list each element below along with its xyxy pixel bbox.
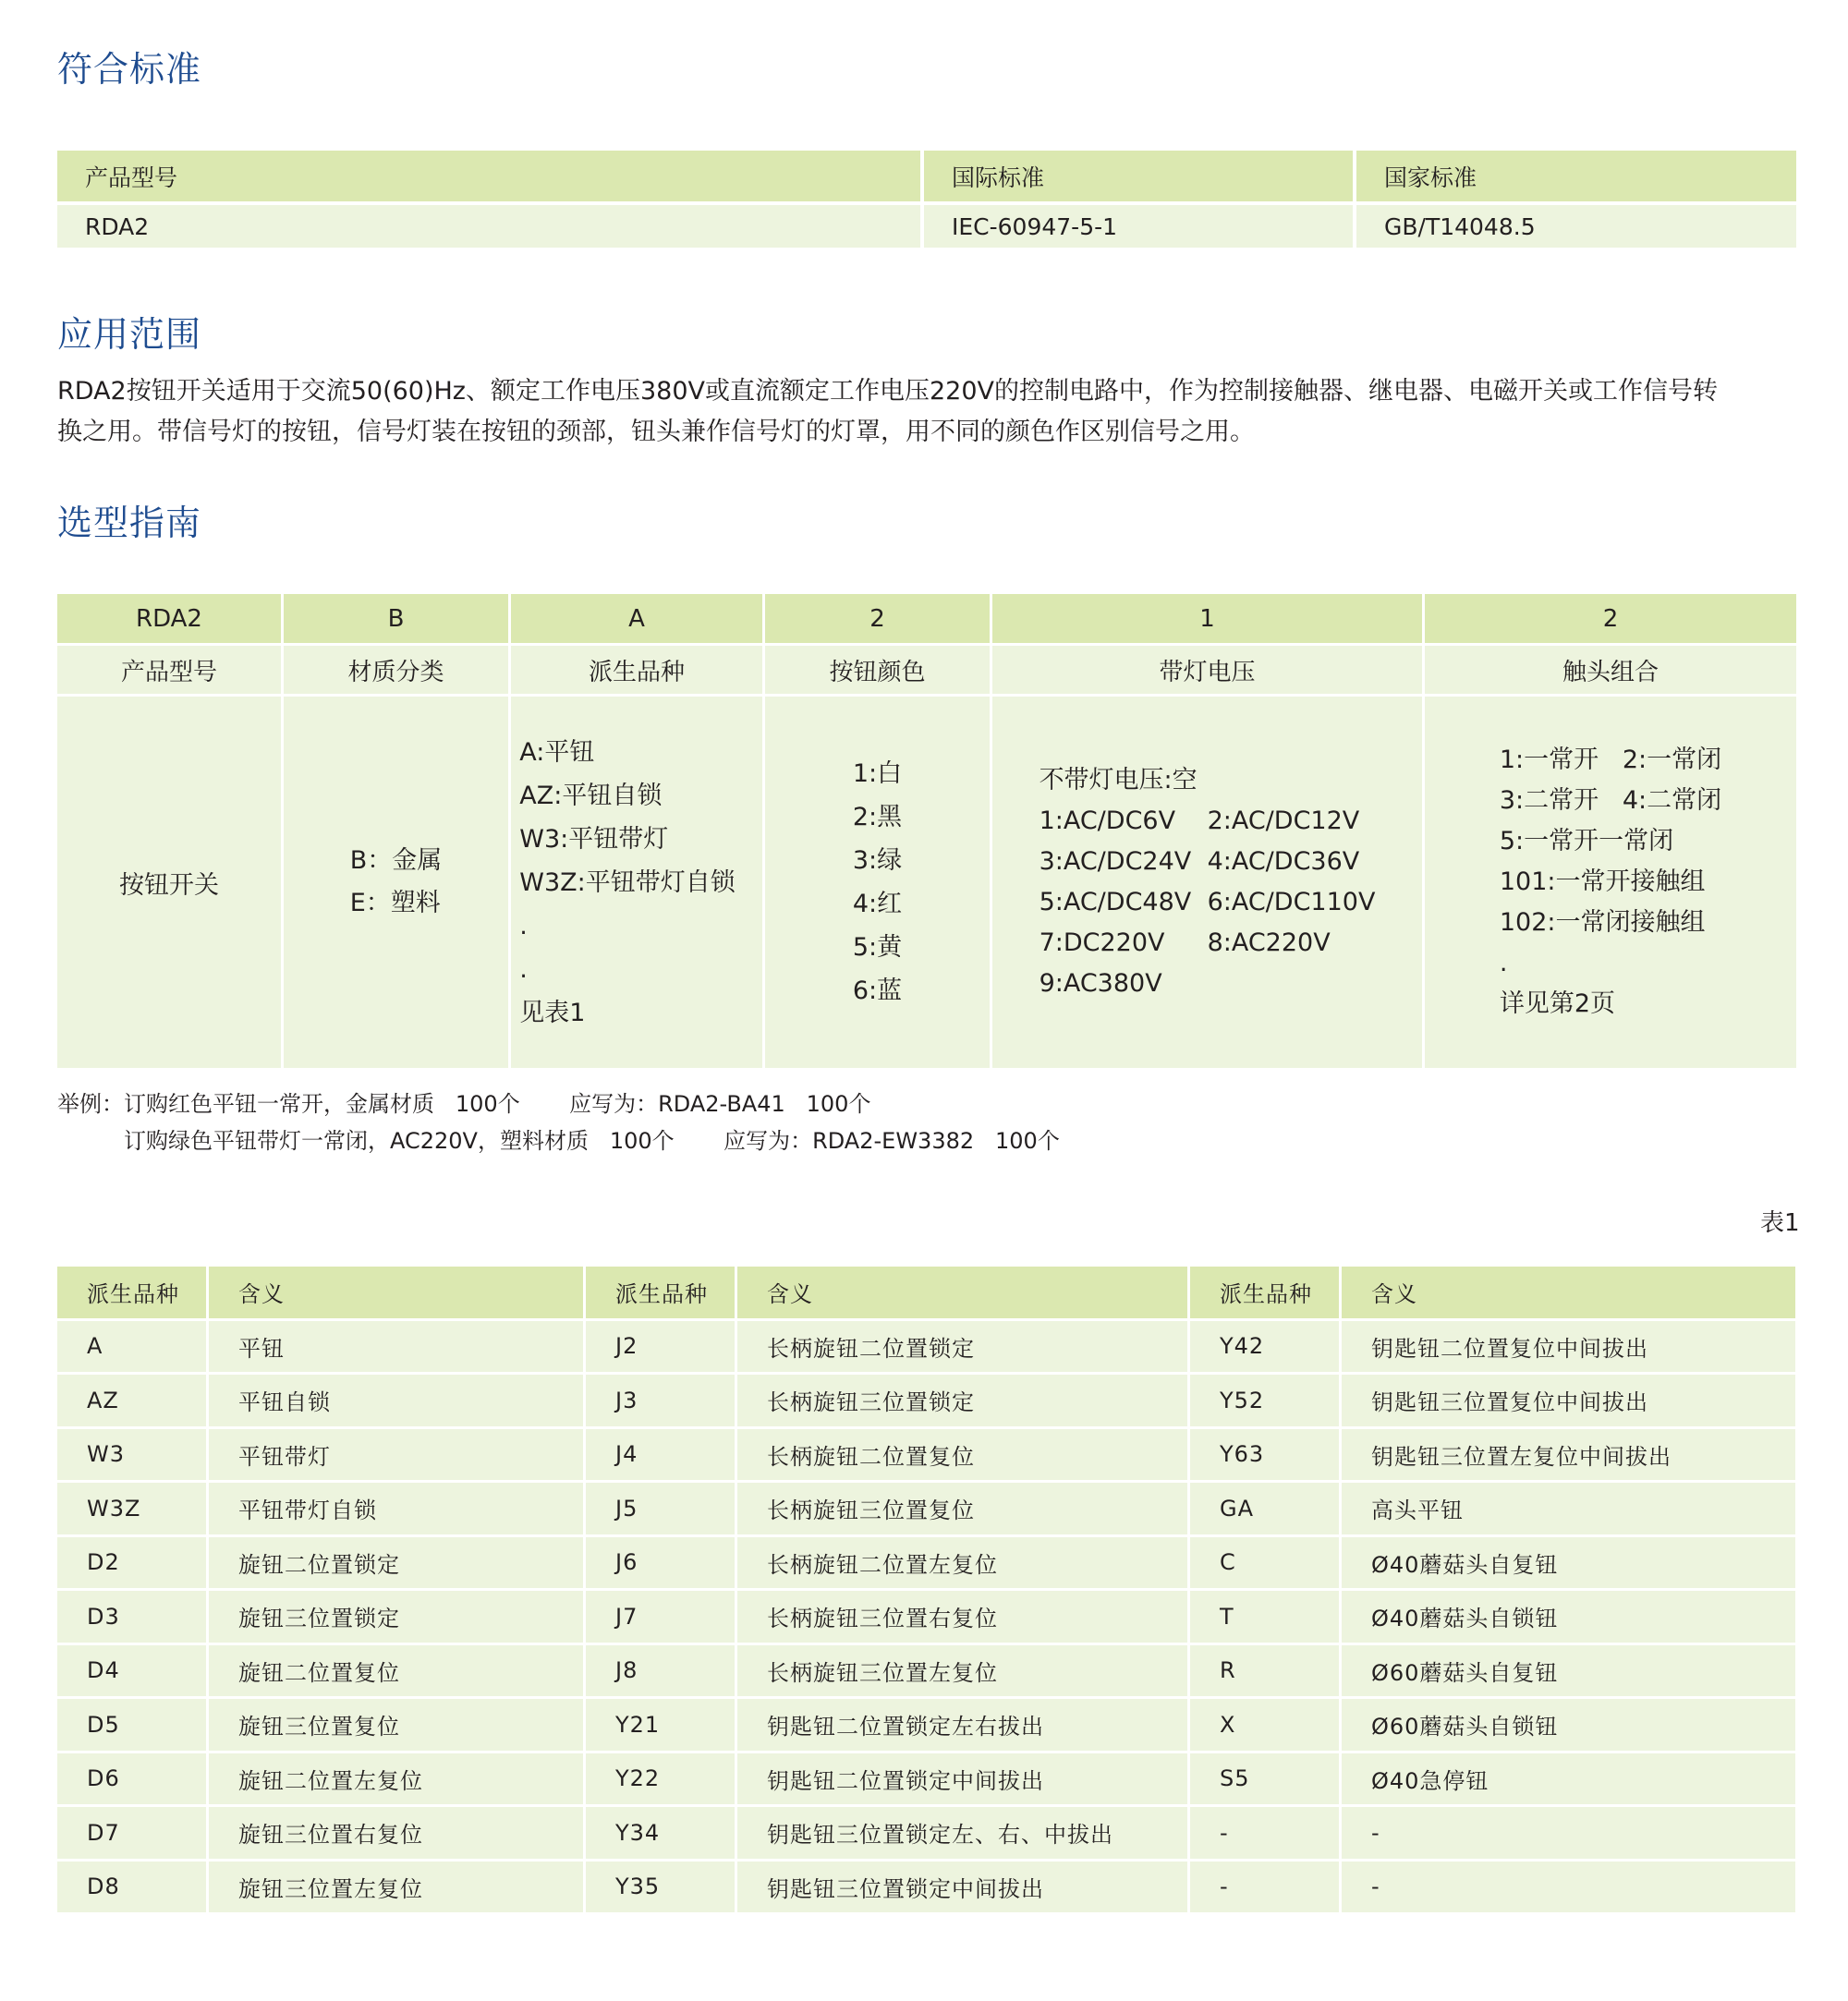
- series-option: W3Z:平钮带灯自锁: [519, 867, 736, 897]
- sel-label-color: 按钮颜色: [765, 646, 990, 694]
- material-list: [350, 840, 443, 925]
- sel-code-contacts: 2: [1425, 594, 1796, 643]
- contacts-list: [1500, 740, 1721, 1025]
- contacts-option: 5:一常开一常闭: [1499, 827, 1674, 855]
- table1-cell-meaning: 平钮带灯自锁: [209, 1483, 583, 1534]
- color-option: 4:红: [852, 890, 903, 918]
- table1-cell-code: -: [1190, 1862, 1339, 1913]
- standards-cell-model: RDA2: [57, 205, 920, 248]
- table1-cell-code: AZ: [57, 1375, 206, 1426]
- table1-cell-meaning: 平钮自锁: [209, 1375, 583, 1426]
- table1-cell-code: W3Z: [57, 1483, 206, 1534]
- voltage-option: 8:AC220V: [1207, 928, 1331, 957]
- table1-cell-meaning: 旋钮三位置右复位: [209, 1807, 583, 1859]
- table1-cell-code: D7: [57, 1807, 206, 1859]
- table1-cell-code: J4: [586, 1429, 735, 1481]
- table1-cell-code: Y63: [1190, 1429, 1339, 1481]
- table1-cell-meaning: 旋钮二位置左复位: [209, 1753, 583, 1805]
- table1-cell-meaning: 长柄旋钮二位置锁定: [737, 1321, 1187, 1373]
- table1-cell-meaning: 平钮带灯: [209, 1429, 583, 1481]
- contacts-row: [1500, 740, 1721, 781]
- application-line-1: RDA2按钮开关适用于交流50(60)Hz、额定工作电压380V或直流额定工作电压220V的控制电路中，作为控制接触器、继电器、电磁开关或工作信号转: [57, 377, 1718, 406]
- table1-cell-code: J7: [586, 1591, 735, 1643]
- table1-cell-code: Y22: [586, 1753, 735, 1805]
- table1-cell-code: D8: [57, 1862, 206, 1913]
- table1-cell-meaning: 钥匙钮二位置复位中间拔出: [1342, 1321, 1795, 1373]
- contacts-option: 1:一常开: [1499, 746, 1599, 774]
- series-list: [519, 731, 735, 1035]
- table1-cell-code: R: [1190, 1645, 1339, 1697]
- table1-cell-code: J8: [586, 1645, 735, 1697]
- table1-cell-code: C: [1190, 1537, 1339, 1589]
- standards-header-international: 国际标准: [924, 151, 1353, 201]
- table1-cell-meaning: 平钮: [209, 1321, 583, 1373]
- voltage-option: 5:AC/DC48V: [1039, 888, 1192, 916]
- standards-header-model: 产品型号: [57, 151, 920, 201]
- voltage-list: [1040, 760, 1376, 1004]
- sel-label-material: 材质分类: [284, 646, 508, 694]
- table1-cell-code: J2: [586, 1321, 735, 1373]
- table1-cell-code: Y34: [586, 1807, 735, 1859]
- contacts-option: 101:一常开接触组: [1499, 867, 1706, 896]
- contacts-option: 102:一常闭接触组: [1499, 908, 1706, 937]
- table1-cell-meaning: 长柄旋钮三位置锁定: [737, 1375, 1187, 1426]
- table1-cell-meaning: 长柄旋钮二位置复位: [737, 1429, 1187, 1481]
- table1-cell-code: A: [57, 1321, 206, 1373]
- voltage-row: [1040, 842, 1360, 882]
- table1-cell-meaning: 长柄旋钮三位置左复位: [737, 1645, 1187, 1697]
- table1-header-code: 派生品种: [1190, 1267, 1339, 1318]
- series-option: A:平钮: [519, 737, 595, 767]
- voltage-row: [1040, 801, 1360, 842]
- material-option: B：金属: [349, 846, 443, 875]
- contacts-option: 4:二常闭: [1622, 786, 1722, 815]
- table1-header-code: 派生品种: [586, 1267, 735, 1318]
- table1-cell-meaning: Ø40急停钮: [1342, 1753, 1795, 1805]
- table1-cell-code: J5: [586, 1483, 735, 1534]
- table1-cell-meaning: 长柄旋钮三位置右复位: [737, 1591, 1187, 1643]
- table1-cell-meaning: 钥匙钮二位置锁定中间拔出: [737, 1753, 1187, 1805]
- standards-title: 符合标准: [57, 49, 202, 90]
- table1-cell-meaning: 旋钮三位置左复位: [209, 1862, 583, 1913]
- table1-cell-meaning: 钥匙钮三位置锁定中间拔出: [737, 1862, 1187, 1913]
- table1-cell-meaning: 旋钮二位置锁定: [209, 1537, 583, 1589]
- voltage-row: [1040, 964, 1208, 1004]
- sel-code-color: 2: [765, 594, 990, 643]
- sel-code-series: A: [511, 594, 762, 643]
- application-paragraph: [57, 371, 1794, 453]
- table1-cell-code: W3: [57, 1429, 206, 1481]
- sel-body-material: [284, 697, 508, 1068]
- voltage-option: 2:AC/DC12V: [1207, 806, 1360, 835]
- table1-cell-meaning: Ø60蘑菇头自复钮: [1342, 1645, 1795, 1697]
- color-option: 5:黄: [852, 933, 903, 962]
- voltage-option: 1:AC/DC6V: [1039, 806, 1176, 835]
- color-option: 2:黑: [852, 803, 903, 831]
- color-option: 1:白: [852, 759, 903, 788]
- selection-table: [57, 594, 1796, 1068]
- contacts-ellipsis: .: [1499, 949, 1508, 977]
- table1-cell-meaning: 钥匙钮三位置复位中间拔出: [1342, 1375, 1795, 1426]
- standards-cell-international: IEC-60947-5-1: [924, 205, 1353, 248]
- material-option: E：塑料: [349, 889, 441, 917]
- table1-cell-meaning: Ø40蘑菇头自复钮: [1342, 1537, 1795, 1589]
- standards-cell-national: GB/T14048.5: [1356, 205, 1796, 248]
- table1-cell-code: X: [1190, 1699, 1339, 1751]
- application-line-2: 换之用。带信号灯的按钮，信号灯装在按钮的颈部，钮头兼作信号灯的灯罩，用不同的颜色作区别信号之用。: [57, 418, 1255, 446]
- table1-cell-code: GA: [1190, 1483, 1339, 1534]
- table1-cell-meaning: Ø60蘑菇头自锁钮: [1342, 1699, 1795, 1751]
- sel-body-contacts: [1425, 697, 1796, 1068]
- voltage-option: 3:AC/DC24V: [1039, 847, 1192, 876]
- table1-cell-code: D4: [57, 1645, 206, 1697]
- standards-header-national: 国家标准: [1356, 151, 1796, 201]
- contacts-see-page-link: 详见第2页: [1499, 989, 1616, 1018]
- sel-body-color: [765, 697, 990, 1068]
- sel-body-series: [511, 697, 762, 1068]
- series-ellipsis: .: [519, 911, 528, 940]
- selection-title: 选型指南: [57, 503, 202, 543]
- table1-cell-meaning: -: [1342, 1807, 1795, 1859]
- table1-cell-code: S5: [1190, 1753, 1339, 1805]
- table1-cell-meaning: 长柄旋钮二位置左复位: [737, 1537, 1187, 1589]
- table1-cell-code: D3: [57, 1591, 206, 1643]
- sel-code-material: B: [284, 594, 508, 643]
- table1-cell-meaning: 钥匙钮二位置锁定左右拔出: [737, 1699, 1187, 1751]
- product-name: 按钮开关: [119, 870, 219, 900]
- voltage-option: 9:AC380V: [1039, 969, 1162, 998]
- table1-cell-code: D2: [57, 1537, 206, 1589]
- table1-cell-meaning: -: [1342, 1862, 1795, 1913]
- color-list: [853, 752, 902, 1013]
- table1-cell-meaning: Ø40蘑菇头自锁钮: [1342, 1591, 1795, 1643]
- table1-header-meaning: 含义: [737, 1267, 1187, 1318]
- sel-label-series: 派生品种: [511, 646, 762, 694]
- sel-label-model: 产品型号: [57, 646, 281, 694]
- series-option: AZ:平钮自锁: [519, 781, 663, 810]
- color-option: 6:蓝: [852, 976, 903, 1005]
- series-see-table-link: 见表1: [519, 998, 586, 1027]
- table1-cell-meaning: 钥匙钮三位置左复位中间拔出: [1342, 1429, 1795, 1481]
- voltage-option: 6:AC/DC110V: [1207, 888, 1376, 916]
- series-option: W3:平钮带灯: [519, 824, 669, 854]
- voltage-none: 不带灯电压:空: [1039, 766, 1198, 794]
- table1-cell-meaning: 旋钮二位置复位: [209, 1645, 583, 1697]
- series-table: [57, 1267, 1795, 1912]
- voltage-option: 7:DC220V: [1039, 928, 1165, 957]
- color-option: 3:绿: [852, 846, 903, 875]
- table1-cell-meaning: 高头平钮: [1342, 1483, 1795, 1534]
- table1-cell-code: D5: [57, 1699, 206, 1751]
- table1-cell-meaning: 旋钮三位置复位: [209, 1699, 583, 1751]
- table1-cell-code: Y42: [1190, 1321, 1339, 1373]
- example-line-1: 举例：订购红色平钮一常开，金属材质 100个 应写为：RDA2-BA41 100个: [57, 1091, 871, 1117]
- table1-cell-code: Y21: [586, 1699, 735, 1751]
- voltage-row: [1040, 882, 1376, 923]
- contacts-option: 3:二常开: [1499, 786, 1599, 815]
- table1-header-meaning: 含义: [1342, 1267, 1795, 1318]
- sel-label-voltage: 带灯电压: [992, 646, 1422, 694]
- table1-cell-meaning: 钥匙钮三位置锁定左、右、中拔出: [737, 1807, 1187, 1859]
- table1-cell-code: J3: [586, 1375, 735, 1426]
- table1-cell-code: -: [1190, 1807, 1339, 1859]
- table1-cell-code: T: [1190, 1591, 1339, 1643]
- table1-cell-meaning: 旋钮三位置锁定: [209, 1591, 583, 1643]
- standards-table: [57, 151, 1796, 248]
- table1-label: 表1: [1760, 1209, 1800, 1237]
- sel-body-voltage: [992, 697, 1422, 1068]
- voltage-option: 4:AC/DC36V: [1207, 847, 1360, 876]
- contacts-option: 2:一常闭: [1622, 746, 1722, 774]
- example-line-2: 订购绿色平钮带灯一常闭，AC220V，塑料材质 100个 应写为：RDA2-EW3382 100个: [124, 1128, 1060, 1154]
- sel-code-model: RDA2: [57, 594, 281, 643]
- table1-header-code: 派生品种: [57, 1267, 206, 1318]
- table1-cell-meaning: 长柄旋钮三位置复位: [737, 1483, 1187, 1534]
- table1-cell-code: Y35: [586, 1862, 735, 1913]
- table1-cell-code: J6: [586, 1537, 735, 1589]
- sel-body-product: [57, 697, 281, 1068]
- table1-cell-code: Y52: [1190, 1375, 1339, 1426]
- sel-code-voltage: 1: [992, 594, 1422, 643]
- table1-header-meaning: 含义: [209, 1267, 583, 1318]
- table1-cell-code: D6: [57, 1753, 206, 1805]
- contacts-row: [1500, 781, 1721, 821]
- voltage-row: [1040, 923, 1331, 964]
- series-ellipsis: .: [519, 954, 528, 984]
- application-title: 应用范围: [57, 314, 202, 355]
- sel-label-contacts: 触头组合: [1425, 646, 1796, 694]
